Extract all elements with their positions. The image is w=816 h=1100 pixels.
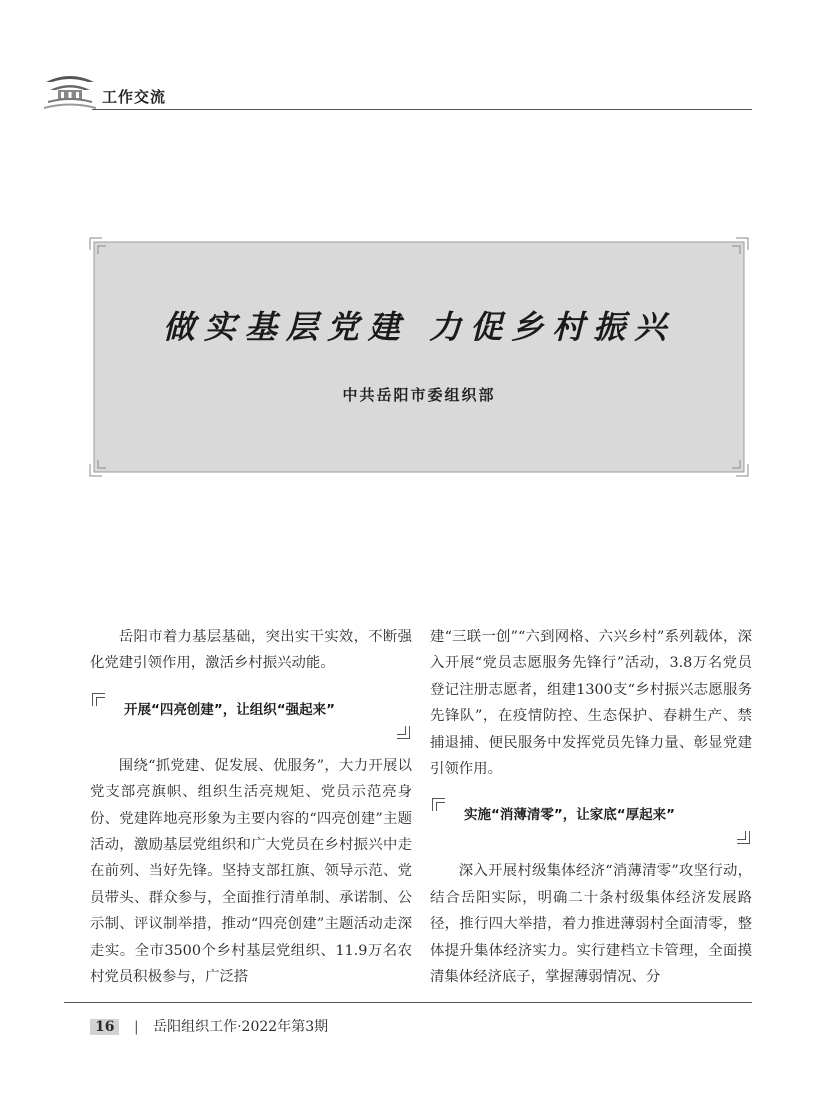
corner-bracket-icon [436,802,445,811]
subheading-1 [90,687,412,745]
subheading-1-text: 开展“四亮创建”，让组织“强起来” [124,701,335,718]
header-rule [92,109,752,110]
section-label: 工作交流 [102,88,167,106]
footer-separator: | [133,1019,139,1035]
subheading-2-text: 实施“消薄清零”，让家底“厚起来” [464,807,675,824]
corner-bracket-icon [737,831,746,840]
body-paragraph-1-continued: 建“三联一创”“六到网格、六兴乡村”系列载体，深入开展“党员志愿服务先锋行”活动，3.8万名党员登记注册志愿者，组建1300支“乡村振兴志愿服务先锋队”，在疫情防控、生态保护、春耕生产、禁捕退捕、便民服务中发挥党员先锋力量、彰显党建引领作用。 [430,629,752,778]
title-panel [88,236,750,478]
title-panel-frame [88,236,750,478]
intro-paragraph: 岳阳市着力基层基础，突出实干实效，不断强化党建引领作用，激活乡村振兴动能。 [90,629,412,672]
footer-rule [64,1002,752,1003]
right-column [430,624,752,990]
subheading-2 [430,792,752,850]
publication-name: 岳阳组织工作·2022年第3期 [153,1019,329,1035]
body-paragraph-2: 深入开展村级集体经济“消薄清零”攻坚行动，结合岳阳实际，明确二十条村级集体经济发展路径，推行四大举措，着力推进薄弱村全面清零，整体提升集体经济实力。实行建档立卡管理，全面摸清集体经济底子，掌握薄弱情况、分 [430,863,752,986]
corner-bracket-icon [96,697,105,706]
corner-bracket-icon [397,726,406,735]
page-number: 16 [90,1019,119,1035]
page-header [44,64,752,112]
body-paragraph-1: 围绕“抓党建、促发展、优服务”，大力开展以党支部亮旗帜、组织生活亮规矩、党员示范亮身份、党建阵地亮形象为主要内容的“四亮创建”主题活动，激励基层党组织和广大党员在乡村振兴中走在前列、当好先锋。坚持支部扛旗、领导示范、党员带头、群众参与，全面推行清单制、承诺制、公示制、评议制举措，推动“四亮创建”主题活动走深走实。全市3500个乡村基层党组织、11.9万名农村党员积极参与，广泛搭 [90,757,412,986]
page-footer [90,1016,328,1036]
article-author: 中共岳阳市委组织部 [342,386,496,404]
pavilion-icon [44,68,96,110]
left-column [90,624,412,990]
article-title: 做实基层党建 力促乡村振兴 [162,308,676,346]
